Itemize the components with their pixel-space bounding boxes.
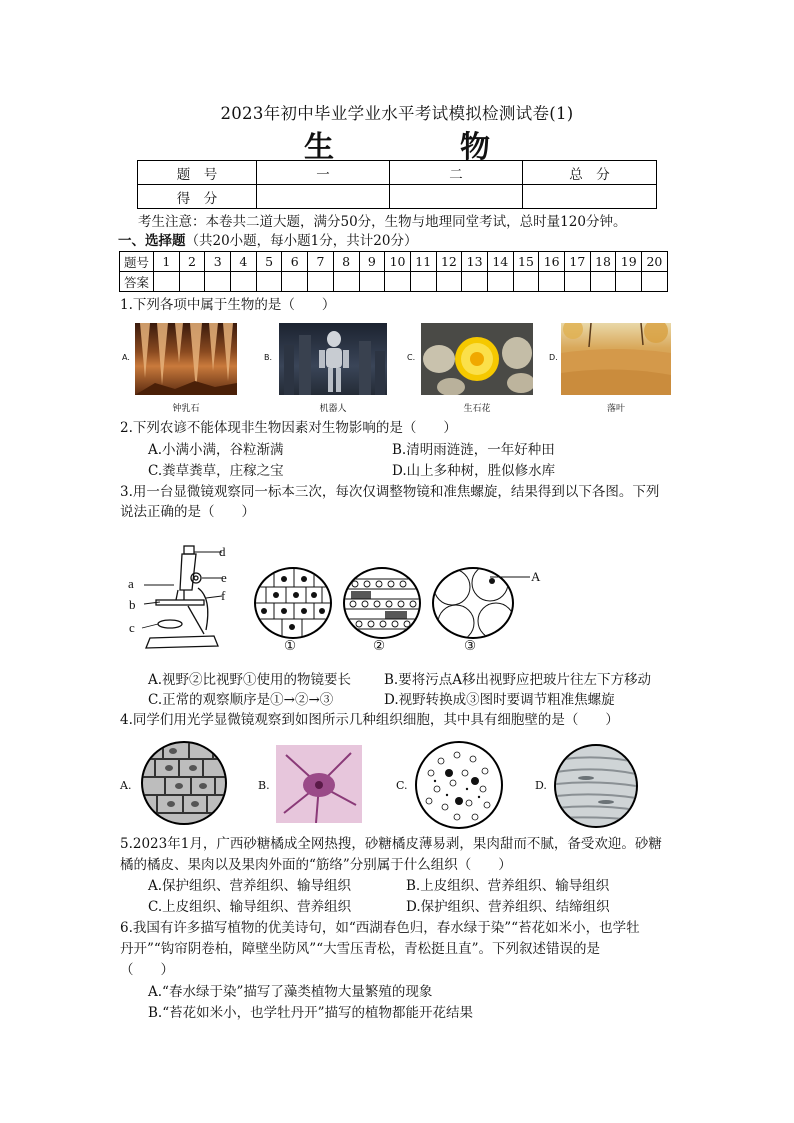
answer-table bbox=[119, 251, 668, 292]
question-number: 8 bbox=[333, 252, 359, 272]
question-number: 9 bbox=[359, 252, 385, 272]
answer-cell[interactable] bbox=[462, 272, 488, 292]
answer-cell[interactable] bbox=[436, 272, 462, 292]
exam-notice: 考生注意：本卷共二道大题，满分50分，生物与地理同堂考试，总时量120分钟。 bbox=[138, 214, 627, 230]
question-1: 1.下列各项中属于生物的是（ ） bbox=[120, 297, 336, 313]
microscope-view-2 bbox=[343, 567, 421, 639]
plant-cells-image bbox=[141, 741, 227, 825]
answer-cell[interactable] bbox=[642, 272, 668, 292]
view-label-2: ② bbox=[373, 638, 386, 654]
microscope-label-c: c bbox=[129, 620, 135, 635]
question-number: 15 bbox=[513, 252, 539, 272]
q1-option-letter: B. bbox=[264, 353, 273, 362]
q2-option-b: B.清明雨涟涟，一年好种田 bbox=[392, 442, 555, 458]
q5-option-c: C.上皮组织、输导组织、营养组织 bbox=[148, 899, 352, 915]
q1-option-letter: A. bbox=[122, 353, 130, 362]
question-number: 14 bbox=[487, 252, 513, 272]
answer-cell[interactable] bbox=[513, 272, 539, 292]
answer-cell[interactable] bbox=[590, 272, 616, 292]
q1-caption: 钟乳石 bbox=[172, 404, 200, 414]
q2-option-d: D.山上多种树，胜似修水库 bbox=[392, 463, 556, 479]
subject-title: 生 物 bbox=[304, 130, 538, 165]
q2-option-a: A.小满小满，谷粒渐满 bbox=[148, 442, 284, 458]
section-title: 一、选择题 bbox=[118, 233, 186, 249]
answer-cell[interactable] bbox=[616, 272, 642, 292]
answer-cell[interactable] bbox=[385, 272, 411, 292]
blood-cells-image bbox=[415, 741, 503, 829]
microscope-icon bbox=[126, 540, 246, 655]
question-6: 6.我国有许多描写植物的优美诗句，如“西湖春色归，春水绿于染”“苔花如米小，也学牡 bbox=[120, 920, 640, 936]
q4-option-letter: B. bbox=[258, 779, 270, 792]
score-table-cell[interactable] bbox=[257, 185, 390, 209]
score-table bbox=[137, 160, 657, 209]
question-number: 6 bbox=[282, 252, 308, 272]
answer-cell[interactable] bbox=[256, 272, 282, 292]
question-5: 5.2023年1月，广西砂糖橘成全网热搜，砂糖橘皮薄易剥，果肉甜而不腻，备受欢迎。砂糖 bbox=[120, 836, 662, 852]
microscope-figure bbox=[126, 540, 246, 655]
answer-cell[interactable] bbox=[308, 272, 334, 292]
q3-option-d: D.视野转换成③图时要调节粗准焦螺旋 bbox=[384, 692, 615, 708]
q4-option-letter: C. bbox=[396, 779, 408, 792]
question-3: 3.用一台显微镜观察同一标本三次，每次仅调整物镜和准焦螺旋，结果得到以下各图。下列 bbox=[120, 484, 660, 500]
q3-option-c: C.正常的观察顺序是①→②→③ bbox=[148, 692, 334, 708]
question-number: 18 bbox=[590, 252, 616, 272]
question-number: 17 bbox=[565, 252, 591, 272]
score-table-cell: 一 bbox=[257, 161, 390, 185]
answer-cell[interactable] bbox=[231, 272, 257, 292]
fallen-leaves-photo bbox=[561, 323, 671, 395]
q3-option-b: B.要将污点A移出视野应把玻片往左下方移动 bbox=[384, 672, 651, 688]
question-4: 4.同学们用光学显微镜观察到如图所示几种组织细胞，其中具有细胞壁的是（ ） bbox=[120, 712, 619, 728]
q4-option-letter: A. bbox=[120, 779, 132, 792]
microscope-label-d: d bbox=[219, 544, 226, 559]
question-number: 5 bbox=[256, 252, 282, 272]
q6-option-a: A.“春水绿于染”描写了藻类植物大量繁殖的现象 bbox=[148, 984, 433, 1000]
section-detail: （共20小题，每小题1分，共计20分） bbox=[185, 233, 418, 249]
microscope-label-b: b bbox=[129, 597, 136, 612]
answer-cell[interactable] bbox=[333, 272, 359, 292]
section-heading bbox=[118, 232, 417, 251]
score-table-cell: 得 分 bbox=[138, 185, 257, 209]
answer-cell[interactable] bbox=[282, 272, 308, 292]
score-table-cell: 二 bbox=[390, 161, 523, 185]
answer-table-header: 题号 bbox=[120, 252, 154, 272]
q1-option-letter: C. bbox=[407, 353, 416, 362]
q1-caption: 机器人 bbox=[319, 404, 347, 414]
view-label-A: A bbox=[531, 569, 541, 584]
muscle-tissue-image bbox=[554, 744, 638, 828]
question-number: 20 bbox=[642, 252, 668, 272]
microscope-view-1 bbox=[254, 567, 332, 639]
answer-cell[interactable] bbox=[487, 272, 513, 292]
question-number: 2 bbox=[179, 252, 205, 272]
question-number: 16 bbox=[539, 252, 565, 272]
microscope-label-a: a bbox=[128, 576, 134, 591]
exam-title: 2023年初中毕业学业水平考试模拟检测试卷(1) bbox=[220, 104, 574, 123]
answer-cell[interactable] bbox=[154, 272, 180, 292]
answer-cell[interactable] bbox=[359, 272, 385, 292]
question-number: 12 bbox=[436, 252, 462, 272]
score-table-cell[interactable] bbox=[523, 185, 657, 209]
view-label-3: ③ bbox=[464, 638, 477, 654]
q3-option-a: A.视野②比视野①使用的物镜要长 bbox=[148, 672, 352, 688]
question-number: 13 bbox=[462, 252, 488, 272]
question-6-line2: 丹开”“钩帘阴卷柏，障壁坐防风”“大雪压青松，青松挺且直”。下列叙述错误的是 bbox=[120, 941, 601, 957]
question-number: 4 bbox=[231, 252, 257, 272]
question-number: 1 bbox=[154, 252, 180, 272]
answer-cell[interactable] bbox=[539, 272, 565, 292]
score-table-cell: 题 号 bbox=[138, 161, 257, 185]
answer-cell[interactable] bbox=[565, 272, 591, 292]
q2-option-c: C.粪草粪草，庄稼之宝 bbox=[148, 463, 284, 479]
answer-cell[interactable] bbox=[205, 272, 231, 292]
q1-caption: 落叶 bbox=[606, 404, 625, 414]
question-5-line2: 橘的橘皮、果肉以及果肉外面的“筋络”分别属于什么组织（ ） bbox=[120, 857, 512, 873]
lithops-photo bbox=[421, 323, 533, 395]
question-number: 10 bbox=[385, 252, 411, 272]
answer-cell[interactable] bbox=[410, 272, 436, 292]
question-number: 11 bbox=[410, 252, 436, 272]
question-2: 2.下列农谚不能体现非生物因素对生物影响的是（ ） bbox=[120, 420, 457, 436]
score-table-cell: 总 分 bbox=[523, 161, 657, 185]
q6-option-b: B.“苔花如米小，也学牡丹开”描写的植物都能开花结果 bbox=[148, 1005, 474, 1021]
stalactite-photo bbox=[135, 323, 237, 395]
answer-table-header: 答案 bbox=[120, 272, 154, 292]
question-number: 3 bbox=[205, 252, 231, 272]
question-number: 7 bbox=[308, 252, 334, 272]
microscope-label-e: e bbox=[221, 570, 227, 585]
q5-option-a: A.保护组织、营养组织、输导组织 bbox=[148, 878, 352, 894]
q1-caption: 生石花 bbox=[463, 404, 491, 414]
view-label-1: ① bbox=[284, 638, 297, 654]
q1-image-row bbox=[121, 323, 681, 418]
q5-option-d: D.保护组织、营养组织、结缔组织 bbox=[406, 899, 610, 915]
question-3-line2: 说法正确的是（ ） bbox=[120, 504, 255, 520]
question-number: 19 bbox=[616, 252, 642, 272]
microscope-label-f: f bbox=[221, 588, 226, 603]
q4-option-letter: D. bbox=[535, 779, 547, 792]
score-table-cell[interactable] bbox=[390, 185, 523, 209]
question-6-line3: （ ） bbox=[120, 962, 174, 978]
robot-photo bbox=[279, 323, 387, 395]
q5-option-b: B.上皮组织、营养组织、输导组织 bbox=[406, 878, 610, 894]
nerve-cell-image bbox=[276, 745, 362, 823]
answer-cell[interactable] bbox=[179, 272, 205, 292]
q1-option-letter: D. bbox=[549, 353, 558, 362]
